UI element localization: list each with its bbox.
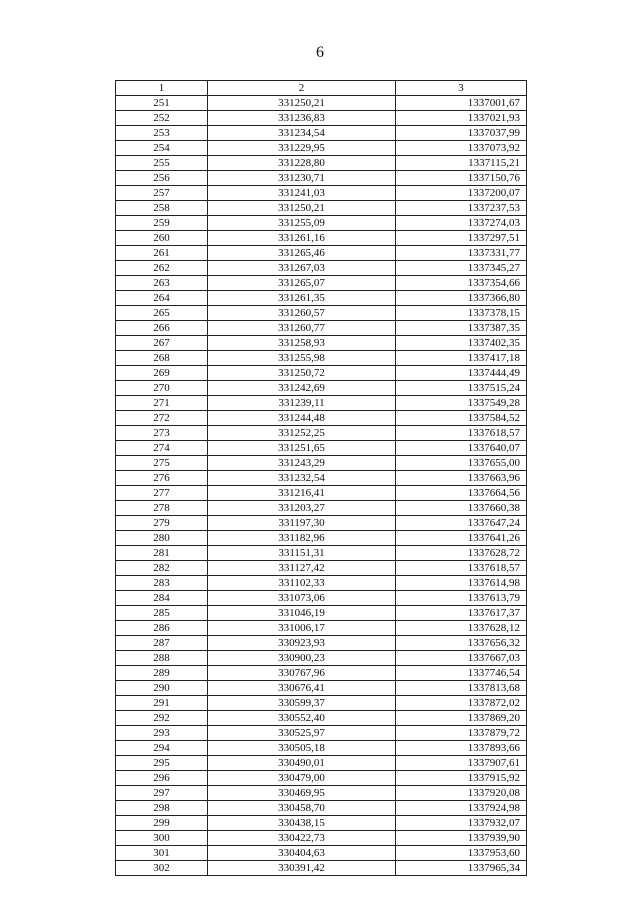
table-row	[116, 261, 527, 276]
y-coordinate-cell: 1337663,96	[396, 471, 527, 486]
point-number-cell: 257	[116, 186, 208, 201]
y-coordinate-cell: 1337354,66	[396, 276, 527, 291]
y-coordinate-cell: 1337366,80	[396, 291, 527, 306]
y-coordinate-cell: 1337237,53	[396, 201, 527, 216]
y-coordinate-cell: 1337965,34	[396, 861, 527, 876]
y-coordinate-cell: 1337618,57	[396, 426, 527, 441]
table-row	[116, 426, 527, 441]
header-cell-3: 3	[396, 81, 527, 96]
y-coordinate-cell: 1337628,12	[396, 621, 527, 636]
table-row	[116, 396, 527, 411]
point-number-cell: 273	[116, 426, 208, 441]
y-coordinate-cell: 1337640,07	[396, 441, 527, 456]
point-number-cell: 263	[116, 276, 208, 291]
table-row	[116, 411, 527, 426]
point-number-cell: 259	[116, 216, 208, 231]
point-number-cell: 278	[116, 501, 208, 516]
x-coordinate-cell: 330900,23	[208, 651, 396, 666]
point-number-cell: 268	[116, 351, 208, 366]
point-number-cell: 284	[116, 591, 208, 606]
y-coordinate-cell: 1337813,68	[396, 681, 527, 696]
point-number-cell: 272	[116, 411, 208, 426]
table-header-row	[116, 81, 527, 96]
point-number-cell: 290	[116, 681, 208, 696]
table-row	[116, 171, 527, 186]
point-number-cell: 274	[116, 441, 208, 456]
x-coordinate-cell: 331250,72	[208, 366, 396, 381]
table-row	[116, 576, 527, 591]
table-row	[116, 246, 527, 261]
x-coordinate-cell: 330599,37	[208, 696, 396, 711]
point-number-cell: 266	[116, 321, 208, 336]
point-number-cell: 294	[116, 741, 208, 756]
table-row	[116, 441, 527, 456]
y-coordinate-cell: 1337200,07	[396, 186, 527, 201]
y-coordinate-cell: 1337939,90	[396, 831, 527, 846]
x-coordinate-cell: 331255,09	[208, 216, 396, 231]
point-number-cell: 260	[116, 231, 208, 246]
table-row	[116, 351, 527, 366]
point-number-cell: 302	[116, 861, 208, 876]
x-coordinate-cell: 330525,97	[208, 726, 396, 741]
table-row	[116, 111, 527, 126]
y-coordinate-cell: 1337331,77	[396, 246, 527, 261]
table-row	[116, 306, 527, 321]
table-row	[116, 336, 527, 351]
y-coordinate-cell: 1337920,08	[396, 786, 527, 801]
point-number-cell: 264	[116, 291, 208, 306]
x-coordinate-cell: 331102,33	[208, 576, 396, 591]
table-row	[116, 861, 527, 876]
y-coordinate-cell: 1337660,38	[396, 501, 527, 516]
point-number-cell: 286	[116, 621, 208, 636]
table-row	[116, 96, 527, 111]
table-row	[116, 621, 527, 636]
table-row	[116, 456, 527, 471]
y-coordinate-cell: 1337893,66	[396, 741, 527, 756]
x-coordinate-cell: 331258,93	[208, 336, 396, 351]
point-number-cell: 279	[116, 516, 208, 531]
table-row	[116, 201, 527, 216]
point-number-cell: 280	[116, 531, 208, 546]
table-row	[116, 366, 527, 381]
point-number-cell: 282	[116, 561, 208, 576]
point-number-cell: 252	[116, 111, 208, 126]
table-row	[116, 141, 527, 156]
x-coordinate-cell: 331127,42	[208, 561, 396, 576]
point-number-cell: 251	[116, 96, 208, 111]
table-row	[116, 486, 527, 501]
table-row	[116, 126, 527, 141]
table-row	[116, 546, 527, 561]
point-number-cell: 292	[116, 711, 208, 726]
y-coordinate-cell: 1337656,32	[396, 636, 527, 651]
x-coordinate-cell: 330458,70	[208, 801, 396, 816]
x-coordinate-cell: 330438,15	[208, 816, 396, 831]
y-coordinate-cell: 1337647,24	[396, 516, 527, 531]
x-coordinate-cell: 331234,54	[208, 126, 396, 141]
point-number-cell: 270	[116, 381, 208, 396]
table-row	[116, 321, 527, 336]
point-number-cell: 265	[116, 306, 208, 321]
point-number-cell: 262	[116, 261, 208, 276]
point-number-cell: 267	[116, 336, 208, 351]
x-coordinate-cell: 331250,21	[208, 201, 396, 216]
point-number-cell: 261	[116, 246, 208, 261]
y-coordinate-cell: 1337073,92	[396, 141, 527, 156]
x-coordinate-cell: 331255,98	[208, 351, 396, 366]
table-body	[116, 96, 527, 876]
x-coordinate-cell: 331239,11	[208, 396, 396, 411]
x-coordinate-cell: 331216,41	[208, 486, 396, 501]
table-row	[116, 816, 527, 831]
x-coordinate-cell: 331243,29	[208, 456, 396, 471]
y-coordinate-cell: 1337641,26	[396, 531, 527, 546]
x-coordinate-cell: 331006,17	[208, 621, 396, 636]
x-coordinate-cell: 330479,00	[208, 771, 396, 786]
x-coordinate-cell: 331229,95	[208, 141, 396, 156]
coordinates-table	[115, 80, 527, 876]
x-coordinate-cell: 331261,16	[208, 231, 396, 246]
x-coordinate-cell: 330505,18	[208, 741, 396, 756]
point-number-cell: 254	[116, 141, 208, 156]
x-coordinate-cell: 330422,73	[208, 831, 396, 846]
x-coordinate-cell: 331232,54	[208, 471, 396, 486]
point-number-cell: 271	[116, 396, 208, 411]
table-row	[116, 846, 527, 861]
table-row	[116, 666, 527, 681]
y-coordinate-cell: 1337655,00	[396, 456, 527, 471]
table-row	[116, 276, 527, 291]
point-number-cell: 277	[116, 486, 208, 501]
y-coordinate-cell: 1337628,72	[396, 546, 527, 561]
table-row	[116, 471, 527, 486]
table-row	[116, 156, 527, 171]
x-coordinate-cell: 330404,63	[208, 846, 396, 861]
x-coordinate-cell: 331073,06	[208, 591, 396, 606]
point-number-cell: 298	[116, 801, 208, 816]
table-row	[116, 636, 527, 651]
x-coordinate-cell: 330552,40	[208, 711, 396, 726]
x-coordinate-cell: 331265,07	[208, 276, 396, 291]
x-coordinate-cell: 331265,46	[208, 246, 396, 261]
y-coordinate-cell: 1337872,02	[396, 696, 527, 711]
y-coordinate-cell: 1337613,79	[396, 591, 527, 606]
table-row	[116, 756, 527, 771]
point-number-cell: 297	[116, 786, 208, 801]
point-number-cell: 289	[116, 666, 208, 681]
table-row	[116, 516, 527, 531]
y-coordinate-cell: 1337402,35	[396, 336, 527, 351]
x-coordinate-cell: 331267,03	[208, 261, 396, 276]
y-coordinate-cell: 1337345,27	[396, 261, 527, 276]
x-coordinate-cell: 330391,42	[208, 861, 396, 876]
y-coordinate-cell: 1337021,93	[396, 111, 527, 126]
table-row	[116, 681, 527, 696]
y-coordinate-cell: 1337879,72	[396, 726, 527, 741]
table-row	[116, 711, 527, 726]
y-coordinate-cell: 1337618,57	[396, 561, 527, 576]
point-number-cell: 288	[116, 651, 208, 666]
y-coordinate-cell: 1337664,56	[396, 486, 527, 501]
y-coordinate-cell: 1337617,37	[396, 606, 527, 621]
point-number-cell: 301	[116, 846, 208, 861]
header-cell-2: 2	[208, 81, 396, 96]
y-coordinate-cell: 1337297,51	[396, 231, 527, 246]
x-coordinate-cell: 331252,25	[208, 426, 396, 441]
point-number-cell: 296	[116, 771, 208, 786]
x-coordinate-cell: 331251,65	[208, 441, 396, 456]
y-coordinate-cell: 1337515,24	[396, 381, 527, 396]
x-coordinate-cell: 331250,21	[208, 96, 396, 111]
x-coordinate-cell: 331260,57	[208, 306, 396, 321]
x-coordinate-cell: 331244,48	[208, 411, 396, 426]
x-coordinate-cell: 331046,19	[208, 606, 396, 621]
x-coordinate-cell: 331228,80	[208, 156, 396, 171]
point-number-cell: 300	[116, 831, 208, 846]
table-row	[116, 696, 527, 711]
point-number-cell: 275	[116, 456, 208, 471]
x-coordinate-cell: 331203,27	[208, 501, 396, 516]
x-coordinate-cell: 331241,03	[208, 186, 396, 201]
x-coordinate-cell: 330676,41	[208, 681, 396, 696]
x-coordinate-cell: 330469,95	[208, 786, 396, 801]
table-row	[116, 186, 527, 201]
table-row	[116, 231, 527, 246]
y-coordinate-cell: 1337037,99	[396, 126, 527, 141]
point-number-cell: 299	[116, 816, 208, 831]
point-number-cell: 295	[116, 756, 208, 771]
x-coordinate-cell: 330490,01	[208, 756, 396, 771]
table-row	[116, 801, 527, 816]
y-coordinate-cell: 1337614,98	[396, 576, 527, 591]
table-row	[116, 291, 527, 306]
y-coordinate-cell: 1337584,52	[396, 411, 527, 426]
table-row	[116, 591, 527, 606]
header-cell-1: 1	[116, 81, 208, 96]
table-row	[116, 216, 527, 231]
y-coordinate-cell: 1337378,15	[396, 306, 527, 321]
y-coordinate-cell: 1337274,03	[396, 216, 527, 231]
x-coordinate-cell: 331151,31	[208, 546, 396, 561]
point-number-cell: 283	[116, 576, 208, 591]
y-coordinate-cell: 1337417,18	[396, 351, 527, 366]
y-coordinate-cell: 1337150,76	[396, 171, 527, 186]
table-row	[116, 771, 527, 786]
y-coordinate-cell: 1337924,98	[396, 801, 527, 816]
y-coordinate-cell: 1337907,61	[396, 756, 527, 771]
y-coordinate-cell: 1337746,54	[396, 666, 527, 681]
table-row	[116, 561, 527, 576]
y-coordinate-cell: 1337001,67	[396, 96, 527, 111]
point-number-cell: 291	[116, 696, 208, 711]
x-coordinate-cell: 331261,35	[208, 291, 396, 306]
point-number-cell: 258	[116, 201, 208, 216]
y-coordinate-cell: 1337953,60	[396, 846, 527, 861]
table-row	[116, 381, 527, 396]
y-coordinate-cell: 1337115,21	[396, 156, 527, 171]
table-row	[116, 531, 527, 546]
x-coordinate-cell: 331236,83	[208, 111, 396, 126]
x-coordinate-cell: 331260,77	[208, 321, 396, 336]
x-coordinate-cell: 330767,96	[208, 666, 396, 681]
point-number-cell: 276	[116, 471, 208, 486]
y-coordinate-cell: 1337549,28	[396, 396, 527, 411]
x-coordinate-cell: 331197,30	[208, 516, 396, 531]
table-row	[116, 606, 527, 621]
point-number-cell: 253	[116, 126, 208, 141]
x-coordinate-cell: 330923,93	[208, 636, 396, 651]
table-row	[116, 741, 527, 756]
y-coordinate-cell: 1337932,07	[396, 816, 527, 831]
x-coordinate-cell: 331230,71	[208, 171, 396, 186]
point-number-cell: 285	[116, 606, 208, 621]
table-row	[116, 501, 527, 516]
y-coordinate-cell: 1337667,03	[396, 651, 527, 666]
y-coordinate-cell: 1337444,49	[396, 366, 527, 381]
y-coordinate-cell: 1337387,35	[396, 321, 527, 336]
point-number-cell: 256	[116, 171, 208, 186]
point-number-cell: 281	[116, 546, 208, 561]
table-row	[116, 726, 527, 741]
y-coordinate-cell: 1337915,92	[396, 771, 527, 786]
point-number-cell: 255	[116, 156, 208, 171]
x-coordinate-cell: 331242,69	[208, 381, 396, 396]
y-coordinate-cell: 1337869,20	[396, 711, 527, 726]
x-coordinate-cell: 331182,96	[208, 531, 396, 546]
page-number: 6	[316, 44, 324, 61]
point-number-cell: 269	[116, 366, 208, 381]
point-number-cell: 287	[116, 636, 208, 651]
table-row	[116, 651, 527, 666]
table-row	[116, 831, 527, 846]
table-row	[116, 786, 527, 801]
point-number-cell: 293	[116, 726, 208, 741]
